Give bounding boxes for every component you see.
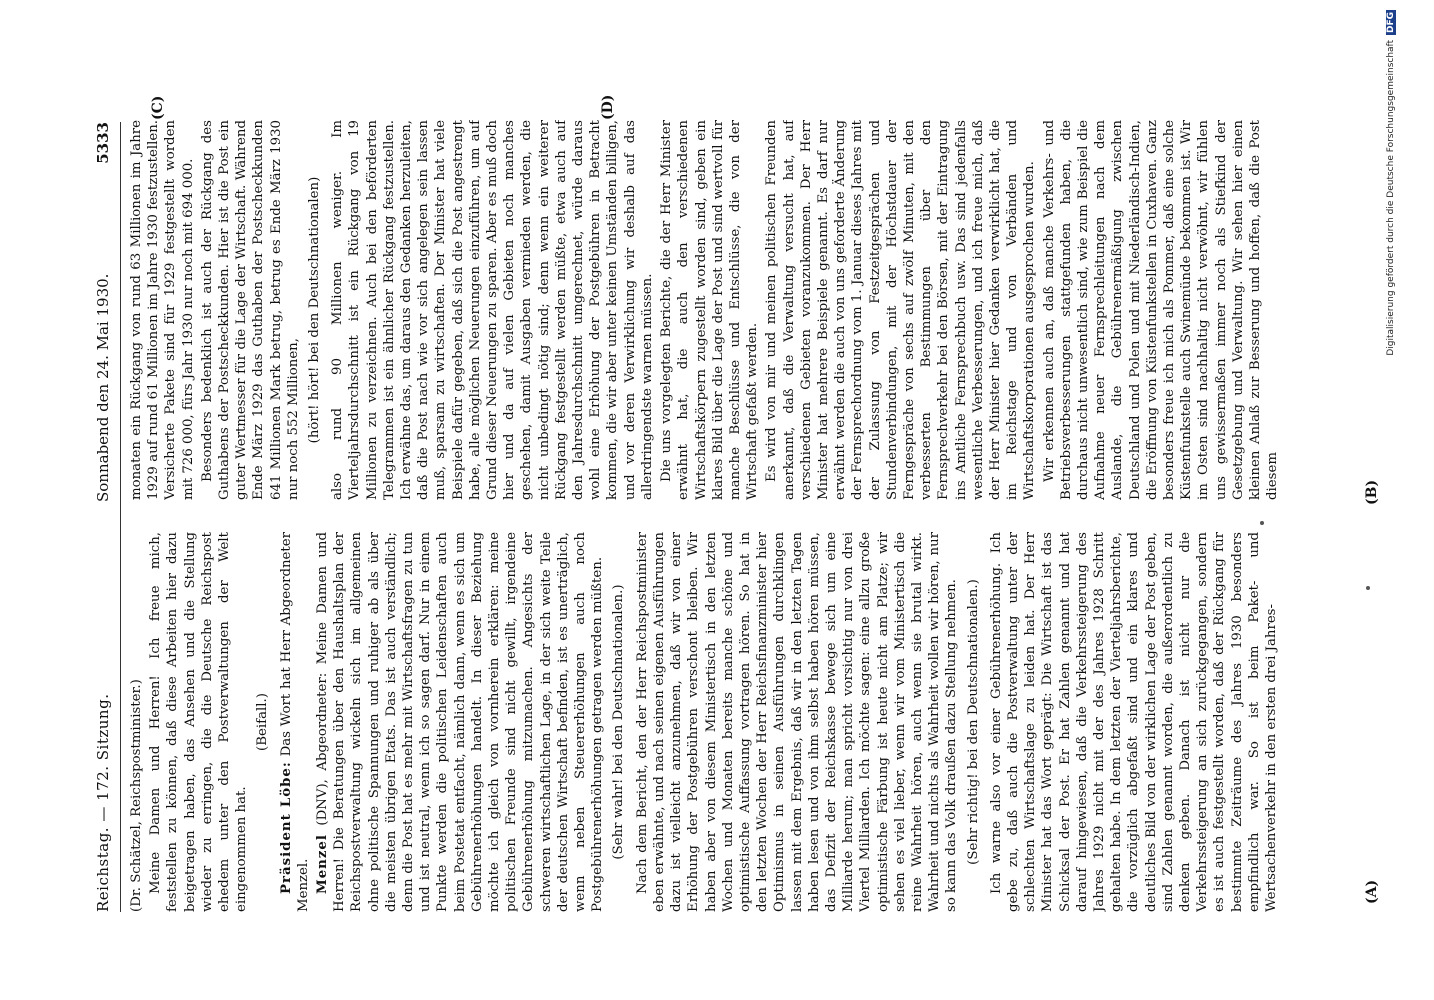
left-column	[128, 532, 1358, 912]
paragraph	[314, 532, 606, 912]
margin-marker-c: (C)	[150, 95, 166, 120]
paragraph: Wir erkennen auch an, daß manche Verkehrs- und Betriebsverbesserungen stattgefunden haben, die durchaus nicht unwesentlich sind, wie zum Beispiel die Aufnahme neuer Fernsprechleitungen nach dem Auslande, die Gebührenermäßigung zwischen Deutschland und Polen und mit Niederländisch-Indien, die Eröffnung von Küstenfunkstellen in Cuxhaven. Ganz besonders freue ich mich als Pommer, daß eine solche Küstenfunkstelle auch Swinemünde bekommen ist. Wir im Osten sind nachhaltig nicht verwöhnt, wir fühlen uns gewissermaßen immer noch als Stiefkind der Gesetzgebung und Verwaltung. Wir sehen hier einen kleinen Anlaß zur Besserung und hoffen, daß die Post diesem	[1041, 120, 1281, 500]
credit-text: Digitalisierung gefördert durch die Deutsche Forschungsgemeinschaft	[1386, 39, 1396, 356]
speaker-name: Präsident Löbe:	[278, 761, 294, 894]
interjection: (hört! hört! bei den Deutschnationalen)	[307, 176, 323, 444]
header-date: Sonnabend den 24. Mai 1930.	[94, 273, 112, 502]
scan-speck	[1260, 521, 1264, 525]
speaker-continuation: (Dr. Schätzel, Reichspostminister.)	[129, 679, 144, 912]
paragraph: Besonders bedenklich ist auch der Rückgang des Guthabens der Postscheckkunden. Hier ist die Post ein guter Wertmesser für die Lage der Wirtschaft. Während Ende März 1929 das Guthaben der Postscheckkunden 641 Millionen Mark betrug, betrug es Ende März 1930 nur noch 552 Millionen,	[199, 120, 301, 500]
paragraph: Ich warne also vor einer Gebührenerhöhung. Ich gebe zu, daß auch die Postverwaltung unter der schlechten Wirtschaftslage zu leiden hat. Der Herr Minister hat das Wort geprägt: Die Wirtschaft ist das Schicksal der Post. Er hat Zahlen genannt und hat darauf hingewiesen, daß die Verkehrssteigerung des Jahres 1929 nicht mit der des Jahres 1928 Schritt gehalten habe. In dem letzten der Vierteljahrsberichte, die vorzüglich abgefaßt sind und ein klares und deutliches Bild von der wirklichen Lage der Post geben, sind Zahlen genannt worden, die außerordentlich zu denken geben. Danach ist nicht nur die Verkehrssteigerung an sich zurückgegangen, sondern es ist auch festgestellt worden, daß der Rückgang für bestimmte Zeiträume des Jahres 1930 besonders empfindlich war. So ist beim Paket- und Wertsachenverkehr in den ersten drei Jahres-	[988, 532, 1279, 912]
paragraph: Meine Damen und Herren! Ich freue mich, feststellen zu können, daß diese Arbeiten hier dazu beigetragen haben, das Ansehen und die Stellung wieder zu erringen, die die Deutsche Reichspost ehedem unter den Postverwaltungen der Welt eingenommen hat.	[148, 532, 250, 912]
margin-marker-a: (A)	[1364, 879, 1380, 904]
header-rule	[120, 122, 121, 912]
paragraph-text: (DNV), Abgeordneter: Meine Damen und Herren! Die Beratungen über den Haushaltsplan der Reichspostverwaltung wickeln sich im allgemeinen ohne politische Spannungen und ruhiger ab als über die meisten übrigen Etats. Das ist auch verständlich; denn die Post hat es mehr mit Wirtschaftsfragen zu tun und ist neutral, wenn ich so sagen darf. Nur in einem Punkte werden die politischen Leidenschaften auch beim Postetat entfacht, nämlich dann, wenn es sich um Gebührenerhöhungen handelt. In dieser Beziehung möchte ich gleich von vornherein erklären: meine politischen Freunde sind nicht gewillt, irgendeine Gebührenerhöhung mitzumachen. Angesichts der schweren wirtschaftlichen Lage, in der sich weite Teile der deutschen Wirtschaft befinden, ist es unerträglich, wenn neben Steuererhöhungen auch noch Postgebührenerhöhungen getragen werden müßten.	[315, 532, 606, 912]
interjection: (Sehr richtig! bei den Deutschnationalen.)	[965, 579, 981, 865]
interjection: (Sehr wahr! bei den Deutschnationalen.)	[611, 584, 627, 860]
page-number: 5333	[94, 122, 112, 164]
interjection: (Beifall.)	[255, 693, 271, 751]
paragraph: Nach dem Bericht, den der Herr Reichspostminister eben erwähnte, und nach seinen eigenen Ausführungen dazu ist vielleicht anzunehmen, daß wir von einer Erhöhung der Postgebühren verschont bleiben. Wir haben aber von diesem Ministertisch in den letzten Wochen und Monaten bereits manche schöne und optimistische Auffassung vortragen hören. So hat in den letzten Wochen der Herr Reichsfinanzminister hier Optimismus in seinen Ausführungen durchklingen lassen mit dem Ergebnis, daß wir in den letzten Tagen haben lesen und von ihm selbst haben hören müssen, das Defizit der Reichskasse bewege sich um eine Milliarde herum; man spricht vorsichtig nur von drei Viertel Milliarden. Ich möchte sagen: eine allzu große optimistische Färbung ist heute nicht am Platze; wir sehen es viel lieber, wenn wir vom Ministertisch die reine Wahrheit hören, auch wenn sie brutal wirkt. Wahrheit und nichts als Wahrheit wollen wir hören, nur so kann das Volk draußen dazu Stellung nehmen.	[634, 532, 960, 912]
paragraph: monaten ein Rückgang von rund 63 Millionen im Jahre 1929 auf rund 61 Millionen im Jahre 1930 festzustellen. Versicherte Pakete sind für 1929 festgestellt worden mit 726 000, fürs Jahr 1930 nur noch mit 694 000.	[129, 120, 196, 500]
digitization-credit	[1386, 10, 1396, 990]
paragraph: also rund 90 Millionen weniger. Im Vierteljahrsdurchschnitt ist ein Rückgang von 19 Millionen zu verzeichnen. Auch bei den beförderten Telegrammen ist ein ähnlicher Rückgang festzustellen. Ich erwähne das, um daraus den Gedanken herzuleiten, daß die Post nach wie vor sich angelegen sein lassen muß, sparsam zu wirtschaften. Der Minister hat viele Beispiele dafür gegeben, daß sich die Post angestrengt habe, alle möglichen Neuerungen einzuführen, um auf Grund dieser Neuerungen zu sparen. Aber es muß doch hier und da auf vielen Gebieten noch manches geschehen, damit Ausgaben vermieden werden, die nicht unbedingt nötig sind; denn wenn ein weiterer Rückgang festgestellt werden müßte, etwa auch auf den Jahresdurchschnitt umgerechnet, würde daraus wohl eine Erhöhung der Postgebühren in Betracht kommen, die wir aber unter keinen Umständen billigen, und vor deren Verwirklichung wir deshalb auf das allerdringendste warnen müssen.	[330, 120, 655, 500]
paragraph-text: Das Wort hat Herr Abgeordneter Menzel.	[278, 532, 311, 912]
header-session: Reichstag. — 172. Sitzung.	[94, 693, 112, 912]
paragraph: Es wird von mir und meinen politischen Freunden anerkannt, daß die Verwaltung versucht hat, auf verschiedenen Gebieten voranzukommen. Der Herr Minister hat mehrere Beispiele genannt. Es darf nur erwähnt werden die auch von uns geforderte Änderung der Fernsprechordnung vom 1. Januar dieses Jahres mit der Zulassung von Festzeitgesprächen und Stundenverbindungen, mit der Höchstdauer der Ferngespräche von sechs auf zwölf Minuten, mit den verbesserten Bestimmungen über den Fernsprechverkehr bei den Börsen, mit der Eintragung ins Amtliche Fernsprechbuch usw. Das sind jedenfalls wesentliche Verbesserungen, und ich freue mich, daß der Herr Minister hier Gedanken verwirklicht hat, die im Reichstage und von Verbänden und Wirtschaftskorporationen ausgesprochen wurden.	[764, 120, 1038, 500]
paragraph: Die uns vorgelegten Berichte, die der Herr Minister erwähnt hat, die auch den verschiedenen Wirtschaftskörpern zugestellt worden sind, geben ein klares Bild über die Lage der Post und sind wertvoll für manche Beschlüsse und Entschlüsse, die von der Wirtschaft gefaßt werden.	[659, 120, 761, 500]
running-head	[94, 122, 120, 912]
right-column	[128, 120, 1358, 500]
dfg-logo: DFG	[1386, 12, 1396, 34]
margin-marker-b: (B)	[1364, 479, 1380, 505]
paragraph	[278, 532, 312, 912]
speaker-name: Menzel	[315, 834, 331, 894]
scan-speck	[1366, 586, 1370, 590]
margin-marker-d: (D)	[600, 94, 616, 120]
